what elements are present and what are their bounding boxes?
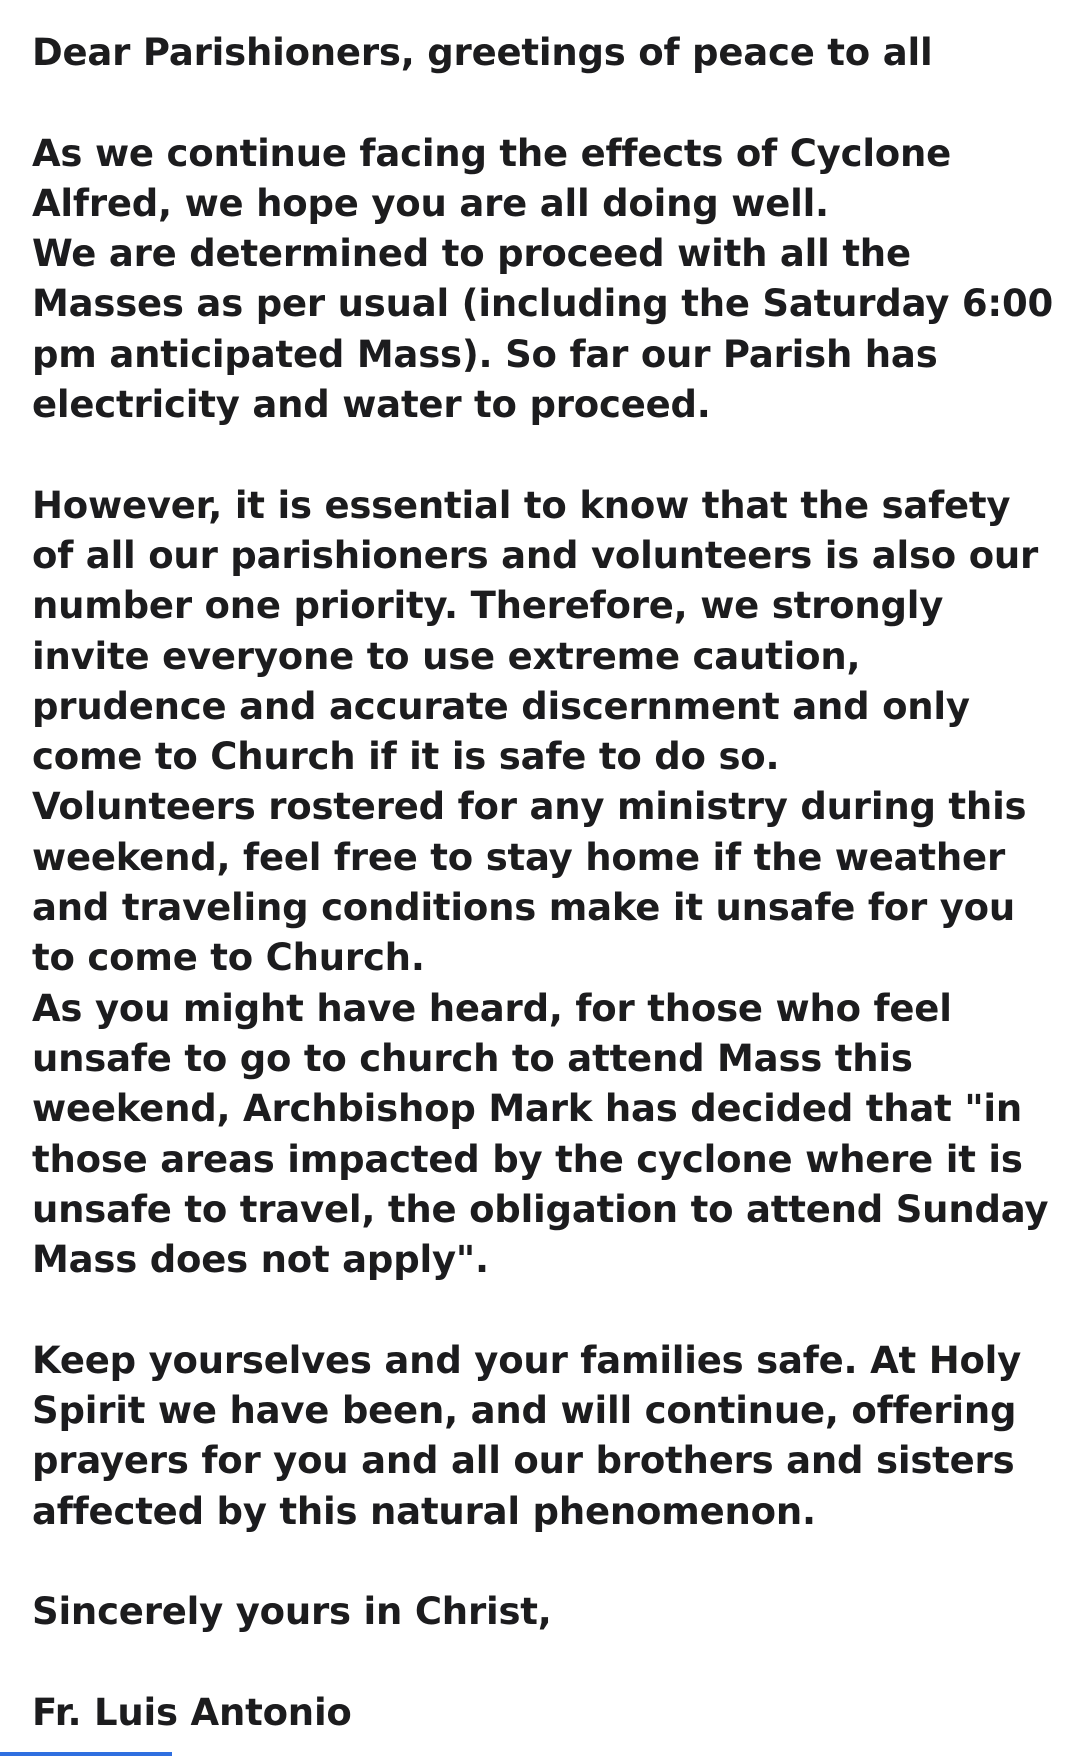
paragraph-volunteers: Volunteers rostered for any ministry during this weekend, feel free to stay home if the weather and traveling conditions make it unsafe for you to come to Church. <box>32 785 1027 980</box>
bottom-accent-bar <box>0 1752 172 1756</box>
paragraph-gap <box>32 1638 1062 1688</box>
paragraph-safety: However, it is essential to know that the safety of all our parishioners and volunteers is also our number one priority. Therefore, we strongly invite everyone to use extreme caution, prudence and accurate discernment and only come to Church if it is safe to do so. <box>32 483 1039 779</box>
signature: Fr. Luis Antonio <box>32 1690 352 1734</box>
closing: Sincerely yours in Christ, <box>32 1590 552 1634</box>
post-body <box>32 28 1062 1738</box>
paragraph-archbishop: As you might have heard, for those who feel unsafe to go to church to attend Mass this weekend, Archbishop Mark has decided that "in those areas impacted by the cyclone where it is unsafe to travel, the obligation to attend Sunday Mass does not apply". <box>32 986 1049 1282</box>
paragraph-gap <box>32 78 1062 128</box>
paragraph-gap <box>32 1285 1062 1335</box>
paragraph-prayers: Keep yourselves and your families safe. At Holy Spirit we have been, and will continue, offering prayers for you and all our brothers and sisters affected by this natural phenomenon. <box>32 1338 1022 1533</box>
paragraph-gap <box>32 1537 1062 1587</box>
paragraph-gap <box>32 430 1062 480</box>
paragraph-masses: We are determined to proceed with all the Masses as per usual (including the Saturday 6:00 pm anticipated Mass). So far our Parish has electricity and water to proceed. <box>32 232 1054 427</box>
greeting: Dear Parishioners, greetings of peace to all <box>32 31 933 74</box>
paragraph-cyclone-intro: As we continue facing the effects of Cyclone Alfred, we hope you are all doing well. <box>32 131 952 225</box>
